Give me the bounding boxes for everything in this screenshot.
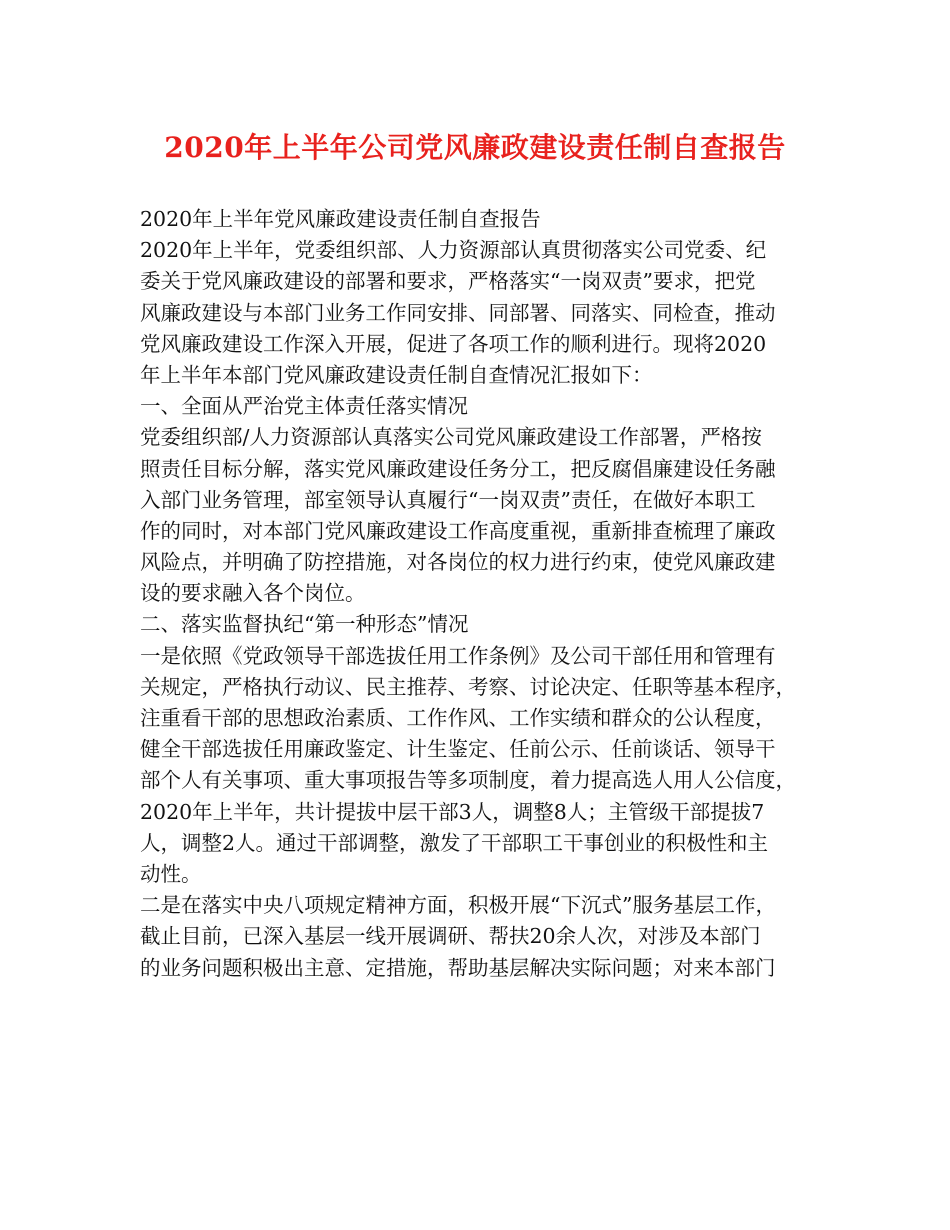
text-line: 委关于党风廉政建设的部署和要求，严格落实“一岗双责”要求，把党 (140, 269, 756, 294)
section-heading: 二、落实监督执纪“第一种形态”情况 (140, 612, 469, 637)
text-line: 关规定，严格执行动议、民主推荐、考察、讨论决定、任职等基本程序， (140, 674, 796, 699)
text-line: 入部门业务管理，部室领导认真履行“一岗双责”责任，在做好本职工 (140, 487, 756, 512)
text-line: 作的同时，对本部门党风廉政建设工作高度重视，重新排查梳理了廉政 (140, 518, 776, 543)
text-line: 截止目前，已深入基层一线开展调研、帮扶20余人次，对涉及本部门 (140, 924, 761, 949)
text-line: 党风廉政建设工作深入开展，促进了各项工作的顺利进行。现将2020 (140, 331, 767, 356)
text-line: 2020年上半年党风廉政建设责任制自查报告 (140, 207, 541, 231)
text-line: 2020年上半年，共计提拔中层干部3人，调整8人；主管级干部提拔7 (140, 799, 765, 824)
text-line: 部个人有关事项、重大事项报告等多项制度，着力提高选人用人公信度， (140, 768, 796, 793)
text-line: 注重看干部的思想政治素质、工作作风、工作实绩和群众的公认程度， (140, 706, 776, 730)
document-title: 2020年上半年公司党风廉政建设责任制自查报告 (164, 131, 786, 164)
text-line: 一是依照《党政领导干部选拔任用工作条例》及公司干部任用和管理有 (140, 643, 776, 668)
text-line: 设的要求融入各个岗位。 (140, 581, 366, 606)
text-line: 风廉政建设与本部门业务工作同安排、同部署、同落实、同检查，推动 (140, 300, 776, 325)
text-line: 人，调整2人。通过干部调整，激发了干部职工干事创业的积极性和主 (140, 830, 769, 855)
text-line: 动性。 (140, 861, 202, 886)
text-line: 的业务问题积极出主意、定措施，帮助基层解决实际问题；对来本部门 (140, 955, 776, 980)
text-line: 风险点，并明确了防控措施，对各岗位的权力进行约束，使党风廉政建 (140, 550, 776, 575)
text-line: 二是在落实中央八项规定精神方面，积极开展“下沉式”服务基层工作， (140, 893, 776, 918)
text-line: 照责任目标分解，落实党风廉政建设任务分工，把反腐倡廉建设任务融 (140, 456, 776, 481)
document-body (140, 204, 820, 984)
section-heading: 一、全面从严治党主体责任落实情况 (140, 394, 468, 419)
text-line: 健全干部选拔任用廉政鉴定、计生鉴定、任前公示、任前谈话、领导干 (140, 737, 776, 762)
text-line: 2020年上半年，党委组织部、人力资源部认真贯彻落实公司党委、纪 (140, 238, 767, 263)
text-line: 党委组织部/人力资源部认真落实公司党风廉政建设工作部署，严格按 (140, 425, 762, 450)
text-line: 年上半年本部门党风廉政建设责任制自查情况汇报如下： (140, 362, 653, 387)
